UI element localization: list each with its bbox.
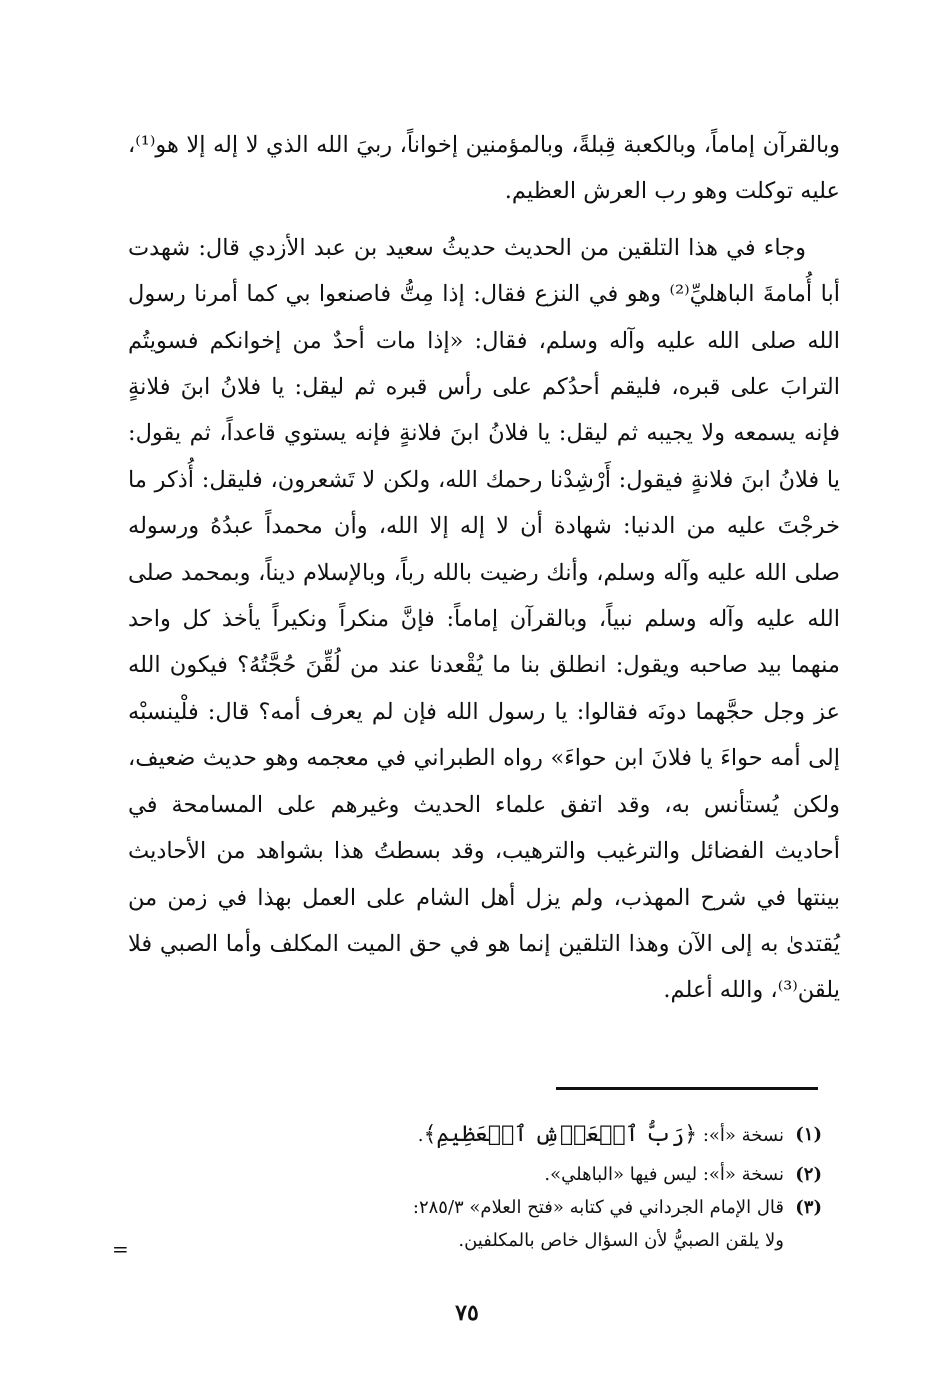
footnote-text: نسخة «أ»: ليس فيها «الباهلي». [544, 1164, 784, 1185]
footnotes [180, 1113, 822, 1257]
footnote-suffix: . [417, 1125, 424, 1146]
paragraph-continuation: وبالقرآن إماماً، وبالكعبة قِبلةً، وبالمؤمنين إخواناً، ربيَ الله الذي لا إله إلا هو⁽¹⁾، عليه توكلت وهو رب العرش العظيم. [128, 132, 840, 205]
footnote-continuation: ولا يلقن الصبيُّ لأن السؤال خاص بالمكلفين. [458, 1230, 784, 1251]
quran-quote: ﴿رَبُّ ٱلۡعَرۡشِ ٱلۡعَظِيمِ﴾ [423, 1122, 698, 1147]
footnote-prefix: نسخة «أ»: [702, 1125, 784, 1146]
footnote-separator [556, 1087, 818, 1090]
footnote-2 [180, 1158, 822, 1191]
footnote-number: (٢) [795, 1164, 822, 1185]
footnote-1 [180, 1113, 822, 1158]
paragraph-hadith: وجاء في هذا التلقين من الحديث حديثُ سعيد بن عبد الأزدي قال: شهدت أبا أُمامةَ الباهليِّ⁽²⁾ وهو في النزع فقال: إذا مِتُّ فاصنعوا بي كما أمرنا رسول الله صلى الله عليه وآله وسلم، فقال: «إذا مات أحدٌ من إخوانكم فسويتُم الترابَ على قبره، فليقم أحدُكم على رأس قبره ثم ليقل: يا فلانُ ابنَ فلانةٍ فإنه يسمعه ولا يجيبه ثم ليقل: يا فلانُ ابنَ فلانةٍ فإنه يستوي قاعداً، ثم يقول: يا فلانُ ابنَ فلانةٍ فيقول: أَرْشِدْنا رحمك الله، ولكن لا تَشعرون، فليقل: أُذكر ما خرجْتَ عليه من الدنيا: شهادة أن لا إله إلا الله، وأن محمداً عبدُهُ ورسوله صلى الله عليه وآله وسلم، وأنك رضيت بالله رباً، وبالإسلام ديناً، وبمحمد صلى الله عليه وآله وسلم نبياً، وبالقرآن إماماً: فإنَّ منكراً ونكيراً يأخذ كل واحد منهما بيد صاحبه ويقول: انطلق بنا ما يُقْعدنا عند من لُقِّنَ حُجَّتُهُ؟ فيكون الله عز وجل حجَّهما دونَه فقالوا: يا رسول الله فإن لم يعرف أمه؟ قال: فلْينسبْه إلى أمه حواءَ يا فلانَ ابن حواءَ» رواه الطبراني في معجمه وهو حديث ضعيف، ولكن يُستأنس به، وقد اتفق علماء الحديث وغيرهم على المسامحة في أحاديث الفضائل والترغيب والترهيب، وقد بسطتُ هذا بشواهد من الأحاديث بينتها في شرح المهذب، ولم يزل أهل الشام على العمل بهذا في زمن من يُقتدىٰ به إلى الآن وهذا التلقين إنما هو في حق الميت المكلف وأما الصبي فلا يلقن⁽³⁾، والله أعلم. [128, 234, 840, 1004]
footnote-number: (١) [795, 1124, 822, 1145]
page-number: ٧٥ [455, 1300, 479, 1326]
main-text [128, 122, 840, 1014]
footnote-3 [180, 1191, 822, 1257]
footnote-text: قال الإمام الجرداني في كتابه «فتح العلام» ٢٨٥/٣: [412, 1197, 784, 1218]
footnote-number: (٣) [795, 1197, 822, 1218]
continuation-mark: = [112, 1237, 129, 1261]
